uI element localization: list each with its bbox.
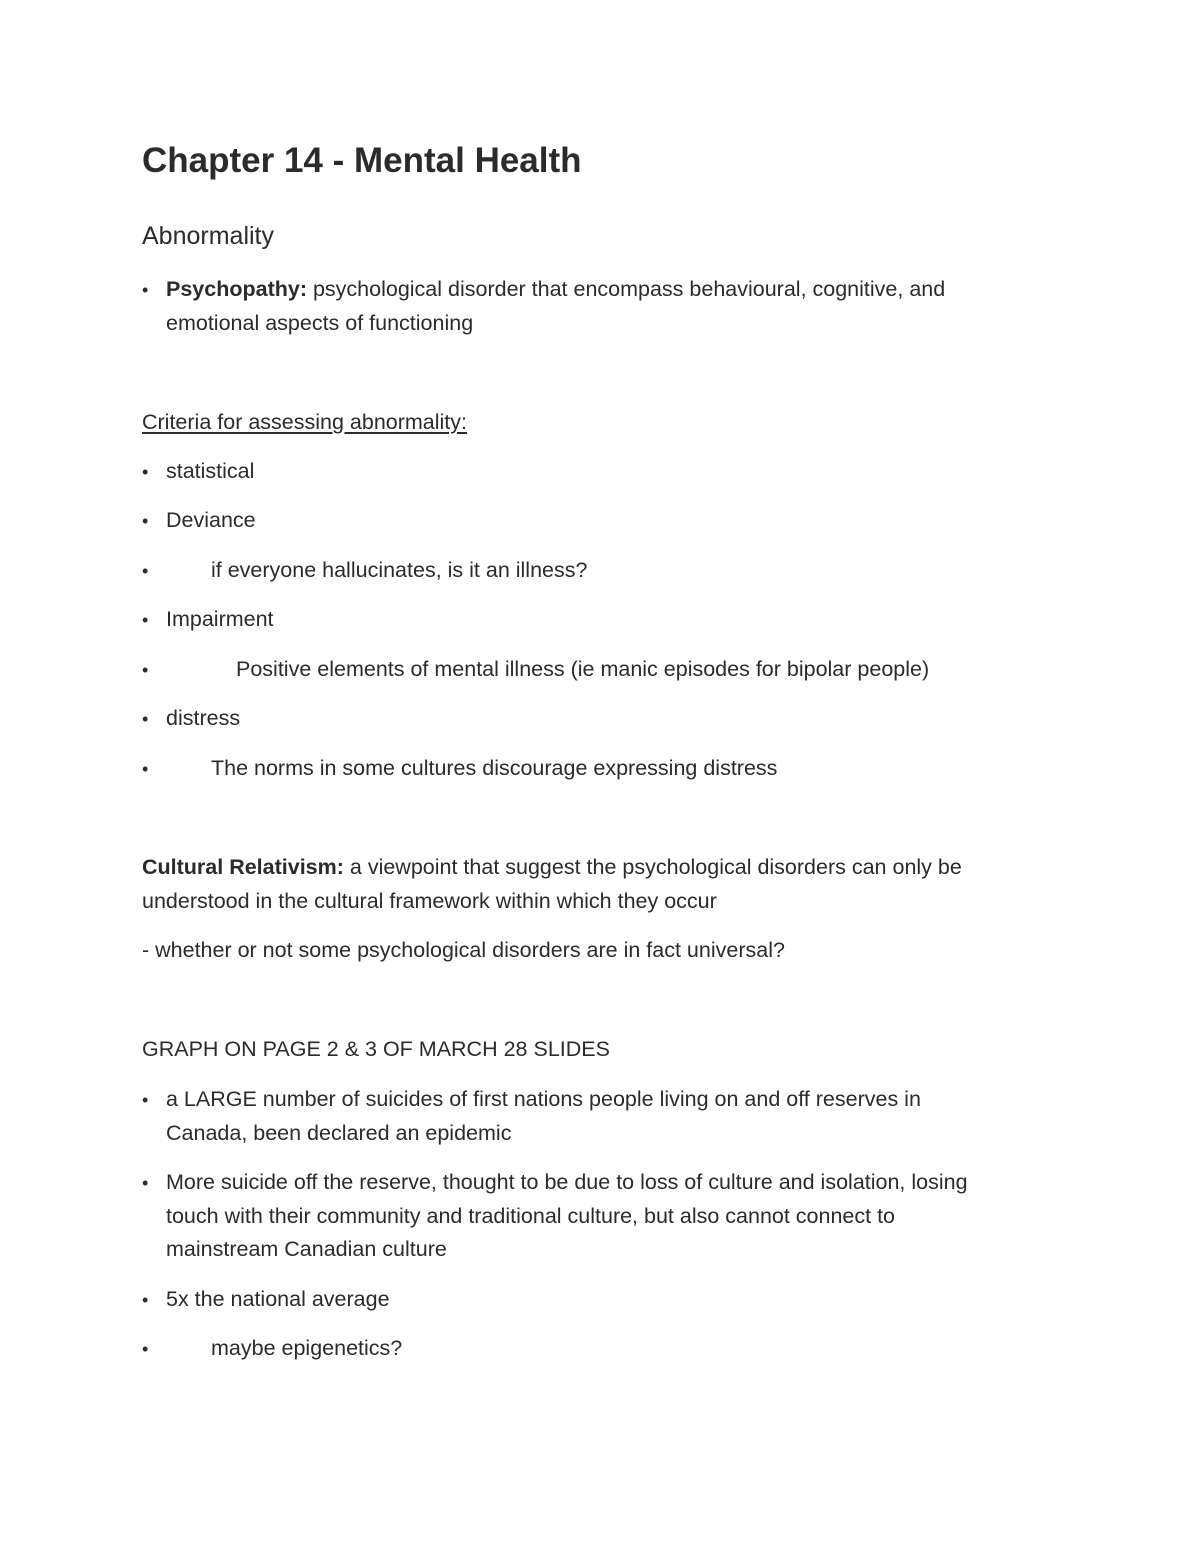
- psychopathy-term: Psychopathy:: [166, 277, 307, 301]
- graph-heading: GRAPH ON PAGE 2 & 3 OF MARCH 28 SLIDES: [142, 1037, 610, 1061]
- cultural-relativism-term: Cultural Relativism:: [142, 855, 344, 879]
- bullet-icon: •: [142, 610, 149, 630]
- bullet-icon: •: [142, 1090, 149, 1110]
- psychopathy-definition-line-2: emotional aspects of functioning: [166, 311, 474, 335]
- page-title: Chapter 14 - Mental Health: [142, 141, 582, 180]
- cultural-relativism-text-1: a viewpoint that suggest the psychological disorders can only be: [343, 855, 962, 879]
- graph-item-2-line-3: mainstream Canadian culture: [166, 1237, 447, 1261]
- bullet-icon: •: [142, 462, 149, 482]
- criteria-item-deviance: Deviance: [166, 508, 256, 532]
- criteria-item-impairment: Impairment: [166, 607, 274, 631]
- graph-item-1-line-1: a LARGE number of suicides of first nations people living on and off reserves in: [166, 1087, 921, 1111]
- bullet-icon: •: [142, 1173, 149, 1193]
- graph-item-1-line-2: Canada, been declared an epidemic: [166, 1121, 512, 1145]
- bullet-icon: •: [142, 709, 149, 729]
- cultural-relativism-line-1: [142, 854, 962, 880]
- cultural-relativism-line-2: understood in the cultural framework within which they occur: [142, 889, 717, 913]
- bullet-icon: •: [142, 280, 149, 300]
- bullet-icon: •: [142, 759, 149, 779]
- graph-item-2-line-1: More suicide off the reserve, thought to be due to loss of culture and isolation, losing: [166, 1170, 968, 1194]
- criteria-subitem-positive-elements: Positive elements of mental illness (ie manic episodes for bipolar people): [236, 657, 930, 681]
- criteria-subitem-hallucinates: if everyone hallucinates, is it an illness?: [211, 558, 588, 582]
- criteria-subitem-norms: The norms in some cultures discourage expressing distress: [211, 756, 778, 780]
- bullet-icon: •: [142, 561, 149, 581]
- psychopathy-text-1: psychological disorder that encompass behavioural, cognitive, and: [306, 277, 946, 301]
- graph-item-2-line-2: touch with their community and traditional culture, but also cannot connect to: [166, 1204, 896, 1228]
- criteria-item-distress: distress: [166, 706, 241, 730]
- bullet-icon: •: [142, 660, 149, 680]
- section-heading-abnormality: Abnormality: [142, 222, 274, 250]
- graph-subitem-epigenetics: maybe epigenetics?: [211, 1336, 403, 1360]
- cultural-relativism-note: - whether or not some psychological disorders are in fact universal?: [142, 938, 785, 962]
- bullet-icon: •: [142, 1339, 149, 1359]
- psychopathy-definition-line-1: [166, 276, 945, 302]
- graph-item-3: 5x the national average: [166, 1287, 390, 1311]
- criteria-heading: Criteria for assessing abnormality:: [142, 410, 468, 434]
- criteria-item-statistical: statistical: [166, 459, 255, 483]
- bullet-icon: •: [142, 1290, 149, 1310]
- bullet-icon: •: [142, 511, 149, 531]
